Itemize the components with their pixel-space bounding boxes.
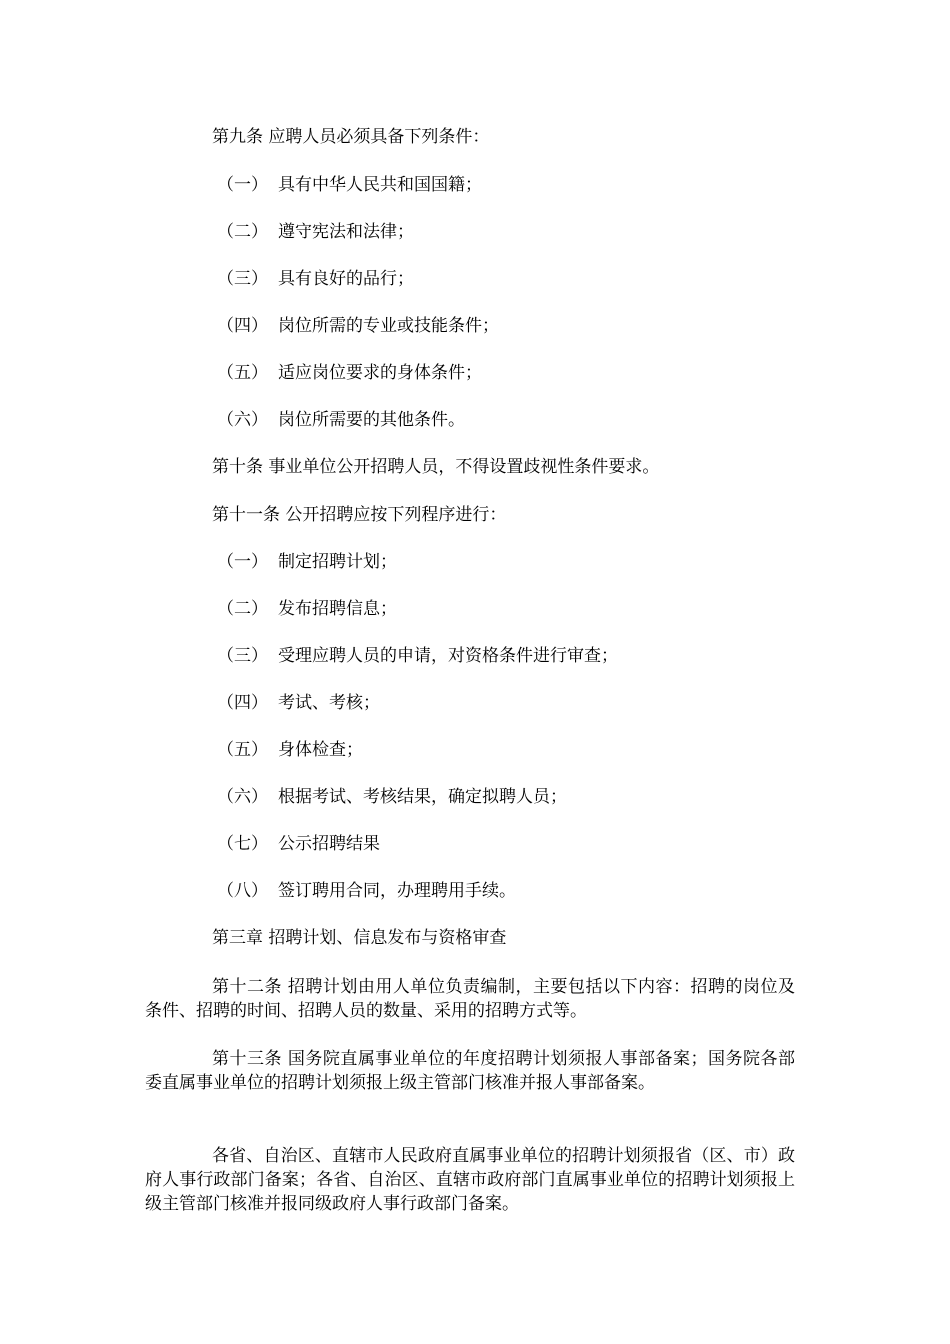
article-11-heading: 第十一条 公开招聘应按下列程序进行：	[212, 505, 507, 525]
item-text: 具有良好的品行；	[278, 269, 414, 289]
item-text: 岗位所需要的其他条件。	[278, 410, 465, 430]
item-text: 身体检查；	[278, 740, 363, 760]
article-13: 第十三条 国务院直属事业单位的年度招聘计划须报人事部备案；国务院各部委直属事业单位的招聘计划须报上级主管部门核准并报人事部备案。	[145, 1049, 795, 1093]
item-text: 发布招聘信息；	[278, 599, 397, 619]
item-number: （六）	[217, 787, 268, 807]
article-13-paragraph-2: 各省、自治区、直辖市人民政府直属事业单位的招聘计划须报省（区、市）政府人事行政部门备案；各省、自治区、直辖市政府部门直属事业单位的招聘计划须报上级主管部门核准并报同级政府人事行政部门备案。	[145, 1146, 795, 1214]
item-text: 岗位所需的专业或技能条件；	[278, 316, 499, 336]
item-number: （三）	[217, 646, 268, 666]
item-text: 签订聘用合同，办理聘用手续。	[278, 881, 516, 901]
item-text: 根据考试、考核结果，确定拟聘人员；	[278, 787, 567, 807]
article-12: 第十二条 招聘计划由用人单位负责编制，主要包括以下内容：招聘的岗位及条件、招聘的时间、招聘人员的数量、采用的招聘方式等。	[145, 977, 795, 1021]
item-number: （二）	[217, 599, 268, 619]
item-text: 受理应聘人员的申请，对资格条件进行审查；	[278, 646, 618, 666]
item-number: （八）	[217, 881, 268, 901]
item-number: （五）	[217, 363, 268, 383]
item-number: （一）	[217, 175, 268, 195]
item-text: 公示招聘结果	[278, 834, 380, 854]
item-text: 适应岗位要求的身体条件；	[278, 363, 482, 383]
item-text: 具有中华人民共和国国籍；	[278, 175, 482, 195]
item-number: （二）	[217, 222, 268, 242]
item-number: （三）	[217, 269, 268, 289]
item-number: （四）	[217, 693, 268, 713]
item-number: （六）	[217, 410, 268, 430]
item-text: 遵守宪法和法律；	[278, 222, 414, 242]
item-number: （七）	[217, 834, 268, 854]
item-text: 考试、考核；	[278, 693, 380, 713]
chapter-3-heading: 第三章 招聘计划、信息发布与资格审查	[212, 928, 507, 948]
article-10: 第十条 事业单位公开招聘人员，不得设置歧视性条件要求。	[212, 457, 660, 477]
item-text: 制定招聘计划；	[278, 552, 397, 572]
item-number: （五）	[217, 740, 268, 760]
item-number: （一）	[217, 552, 268, 572]
item-number: （四）	[217, 316, 268, 336]
article-9-heading: 第九条 应聘人员必须具备下列条件：	[212, 127, 490, 147]
